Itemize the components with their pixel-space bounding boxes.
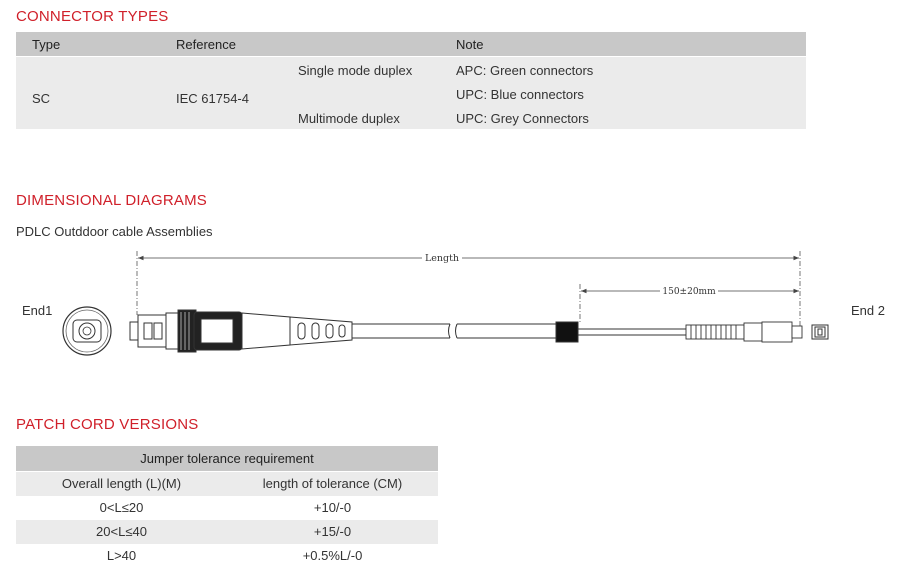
row-length: 0<L≤20	[99, 500, 144, 515]
dimensional-diagrams-title: DIMENSIONAL DIAGRAMS	[16, 192, 207, 209]
cell-mode-single: Single mode duplex	[298, 63, 413, 78]
cell-note-upc-blue: UPC: Blue connectors	[456, 87, 584, 102]
row-length: L>40	[106, 548, 137, 563]
cell-type: SC	[32, 91, 51, 106]
row-length: 20<L≤40	[96, 524, 147, 539]
diagram-subtitle: PDLC Outddoor cable Assemblies	[16, 224, 213, 239]
connector-end1-icon	[130, 310, 352, 352]
tolerance-table-header	[16, 472, 438, 496]
end2-label: End 2	[851, 303, 885, 318]
end1-label: End1	[22, 303, 53, 318]
length-label: Length	[424, 253, 460, 264]
cell-note-apc: APC: Green connectors	[456, 63, 594, 78]
cable-body	[352, 324, 556, 338]
end2-front-view-icon	[812, 325, 828, 339]
row-tolerance: +0.5%L/-0	[302, 548, 363, 563]
row-tolerance: +10/-0	[313, 500, 352, 515]
cell-mode-multi: Multimode duplex	[298, 111, 400, 126]
tolerance-table-title: Jumper tolerance requirement	[16, 446, 438, 471]
header-tolerance: length of tolerance (CM)	[262, 476, 403, 491]
header-length: Overall length (L)(M)	[61, 476, 182, 491]
header-type: Type	[32, 37, 61, 52]
connector-end2-icon	[686, 322, 802, 342]
header-reference: Reference	[176, 37, 236, 52]
breakout-boot-icon	[556, 322, 686, 342]
connector-types-title: CONNECTOR TYPES	[16, 8, 169, 25]
patch-cord-versions-title: PATCH CORD VERSIONS	[16, 416, 199, 433]
table-row	[16, 520, 438, 544]
cell-note-upc-grey: UPC: Grey Connectors	[456, 111, 589, 126]
table-row	[16, 496, 438, 520]
header-note: Note	[456, 37, 484, 52]
row-tolerance: +15/-0	[313, 524, 352, 539]
end1-front-view-icon	[63, 307, 111, 355]
table-row	[16, 544, 438, 568]
boot-distance-dimension	[580, 284, 799, 322]
cell-reference: IEC 61754-4	[176, 91, 249, 106]
dimension-label: 150±20mm	[662, 287, 716, 297]
